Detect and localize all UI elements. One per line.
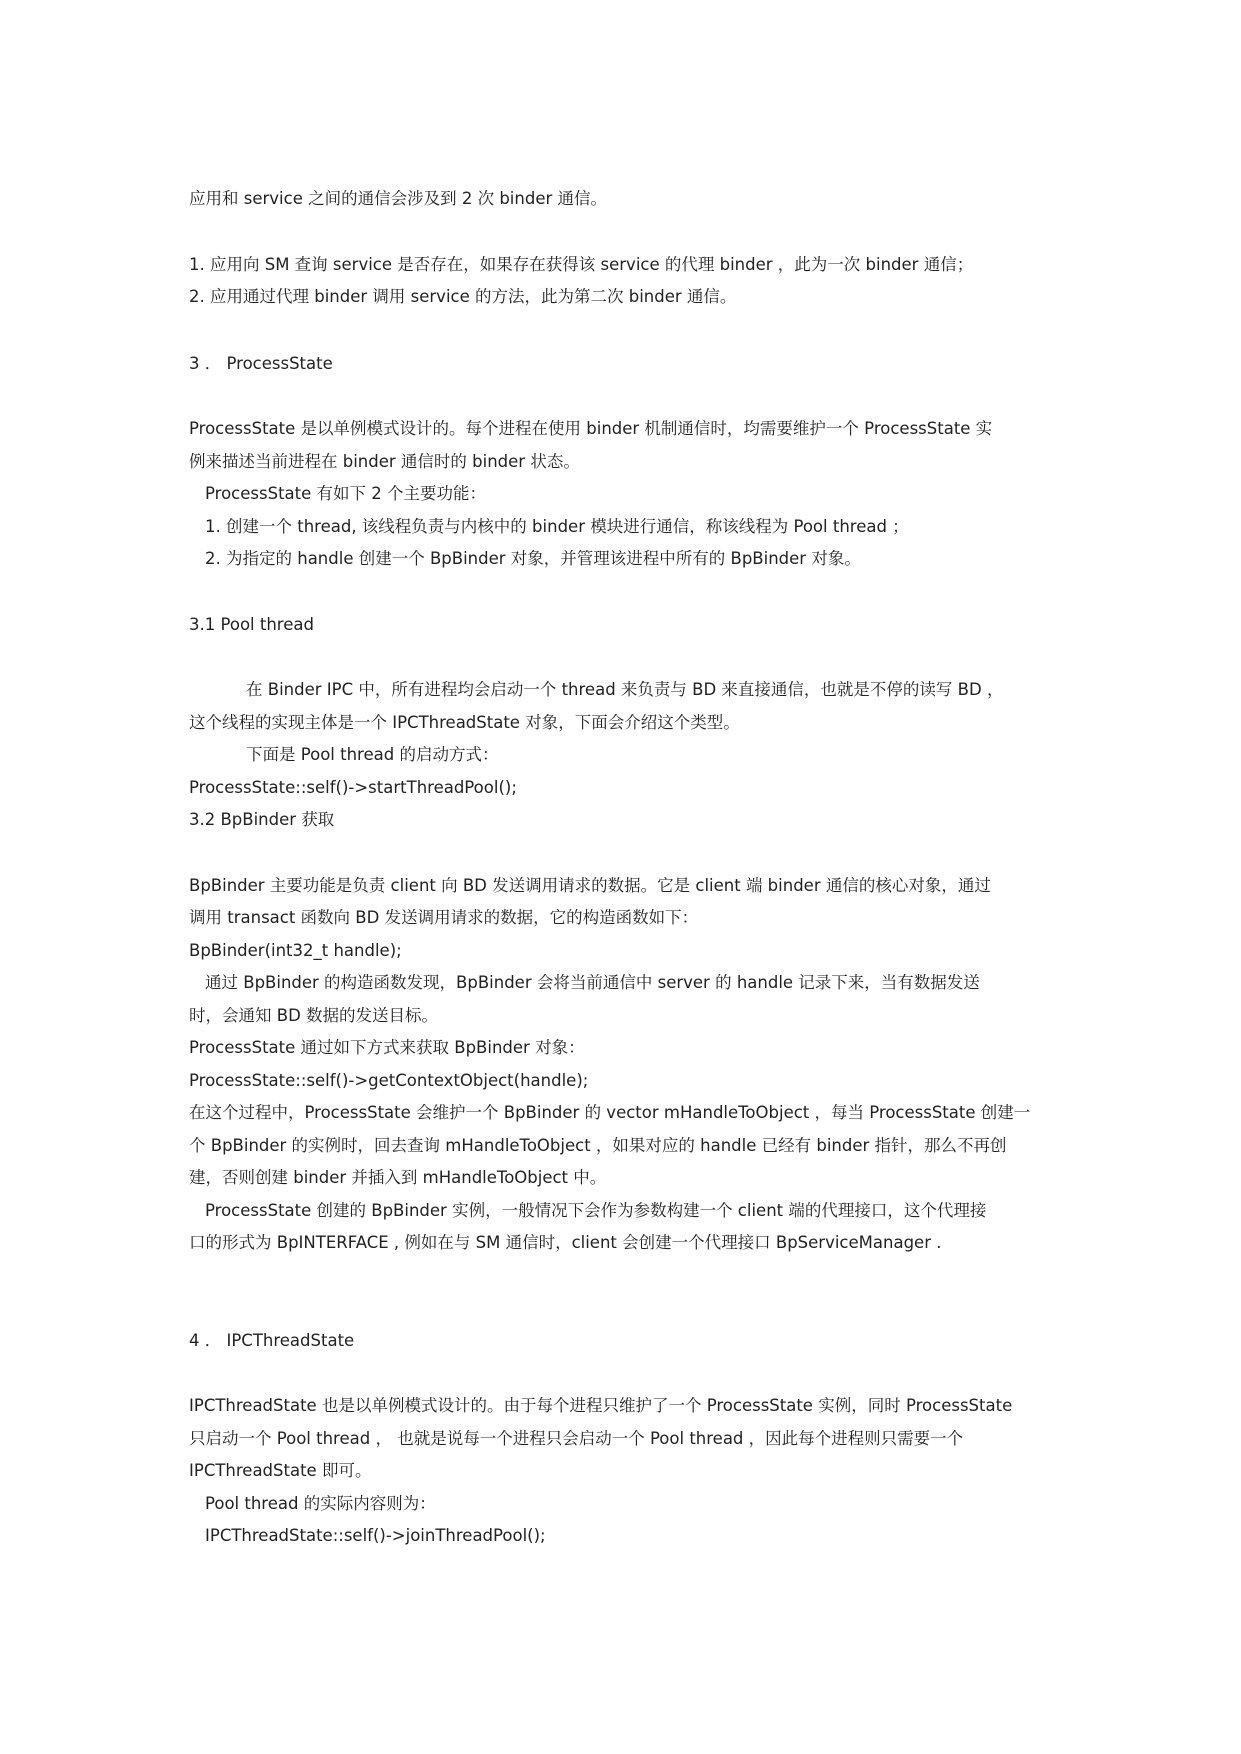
bpbinder-paragraph-line-1: BpBinder 主要功能是负责 client 向 BD 发送调用请求的数据。它是 client 端 binder 通信的核心对象，通过 [189, 876, 991, 895]
bpbinder-handle-line-2: 时，会通知 BD 数据的发送目标。 [189, 1006, 439, 1025]
intro-paragraph: 应用和 service 之间的通信会涉及到 2 次 binder 通信。 [189, 189, 607, 208]
processstate-function-2: 2. 为指定的 handle 创建一个 BpBinder 对象，并管理该进程中所有的 BpBinder 对象。 [205, 549, 861, 568]
list-item-2: 2. 应用通过代理 binder 调用 service 的方法，此为第二次 binder 通信。 [189, 287, 737, 306]
ipcthreadstate-paragraph-line-3: IPCThreadState 即可。 [189, 1461, 372, 1480]
pool-thread-paragraph-line-2: 这个线程的实现主体是一个 IPCThreadState 对象，下面会介绍这个类型。 [189, 713, 740, 732]
section-heading-3-2: 3.2 BpBinder 获取 [189, 810, 335, 829]
pool-thread-paragraph-line-1: 在 Binder IPC 中，所有进程均会启动一个 thread 来负责与 BD 来直接通信，也就是不停的读写 BD ， [246, 680, 1004, 699]
processstate-get-intro: ProcessState 通过如下方式来获取 BpBinder 对象： [189, 1038, 585, 1057]
ipcthreadstate-paragraph-line-1: IPCThreadState 也是以单例模式设计的。由于每个进程只维护了一个 ProcessState 实例，同时 ProcessState [189, 1396, 1013, 1415]
mhandle-paragraph-line-3: 建，否则创建 binder 并插入到 mHandleToObject 中。 [189, 1168, 607, 1187]
section-heading-3-1: 3.1 Pool thread [189, 615, 314, 634]
proxy-paragraph-line-2: 口的形式为 BpINTERFACE , 例如在与 SM 通信时，client 会创建一个代理接口 BpServiceManager . [189, 1233, 942, 1252]
section-heading-3: 3 ． ProcessState [189, 354, 333, 373]
pool-thread-content-intro: Pool thread 的实际内容则为： [205, 1494, 436, 1513]
proxy-paragraph-line-1: ProcessState 创建的 BpBinder 实例，一般情况下会作为参数构建一个 client 端的代理接口，这个代理接 [205, 1201, 987, 1220]
bpbinder-handle-line-1: 通过 BpBinder 的构造函数发现，BpBinder 会将当前通信中 server 的 handle 记录下来，当有数据发送 [205, 973, 980, 992]
list-item-1: 1. 应用向 SM 查询 service 是否存在，如果存在获得该 service 的代理 binder ，此为一次 binder 通信； [189, 255, 974, 274]
mhandle-paragraph-line-1: 在这个过程中，ProcessState 会维护一个 BpBinder 的 vector mHandleToObject ，每当 ProcessState 创建一 [189, 1103, 1031, 1122]
ipcthreadstate-paragraph-line-2: 只启动一个 Pool thread ， 也就是说每一个进程只会启动一个 Pool thread ，因此每个进程则只需要一个 [189, 1429, 964, 1448]
processstate-function-1: 1. 创建一个 thread, 该线程负责与内核中的 binder 模块进行通信，称该线程为 Pool thread ； [205, 517, 909, 536]
code-get-context-object: ProcessState::self()->getContextObject(handle); [189, 1071, 589, 1090]
code-bpbinder-constructor: BpBinder(int32_t handle); [189, 941, 402, 960]
processstate-paragraph-line-2: 例来描述当前进程在 binder 通信时的 binder 状态。 [189, 452, 580, 471]
code-start-thread-pool: ProcessState::self()->startThreadPool(); [189, 778, 517, 797]
processstate-paragraph-line-1: ProcessState 是以单例模式设计的。每个进程在使用 binder 机制通信时，均需要维护一个 ProcessState 实 [189, 419, 993, 438]
mhandle-paragraph-line-2: 个 BpBinder 的实例时，回去查询 mHandleToObject ，如果对应的 handle 已经有 binder 指针，那么不再创 [189, 1136, 1007, 1155]
code-join-thread-pool: IPCThreadState::self()->joinThreadPool(); [205, 1526, 546, 1545]
pool-thread-start-intro: 下面是 Pool thread 的启动方式： [246, 745, 499, 764]
bpbinder-paragraph-line-2: 调用 transact 函数向 BD 发送调用请求的数据，它的构造函数如下： [189, 908, 699, 927]
section-heading-4: 4 ． IPCThreadState [189, 1331, 355, 1350]
processstate-functions-intro: ProcessState 有如下 2 个主要功能： [205, 484, 486, 503]
